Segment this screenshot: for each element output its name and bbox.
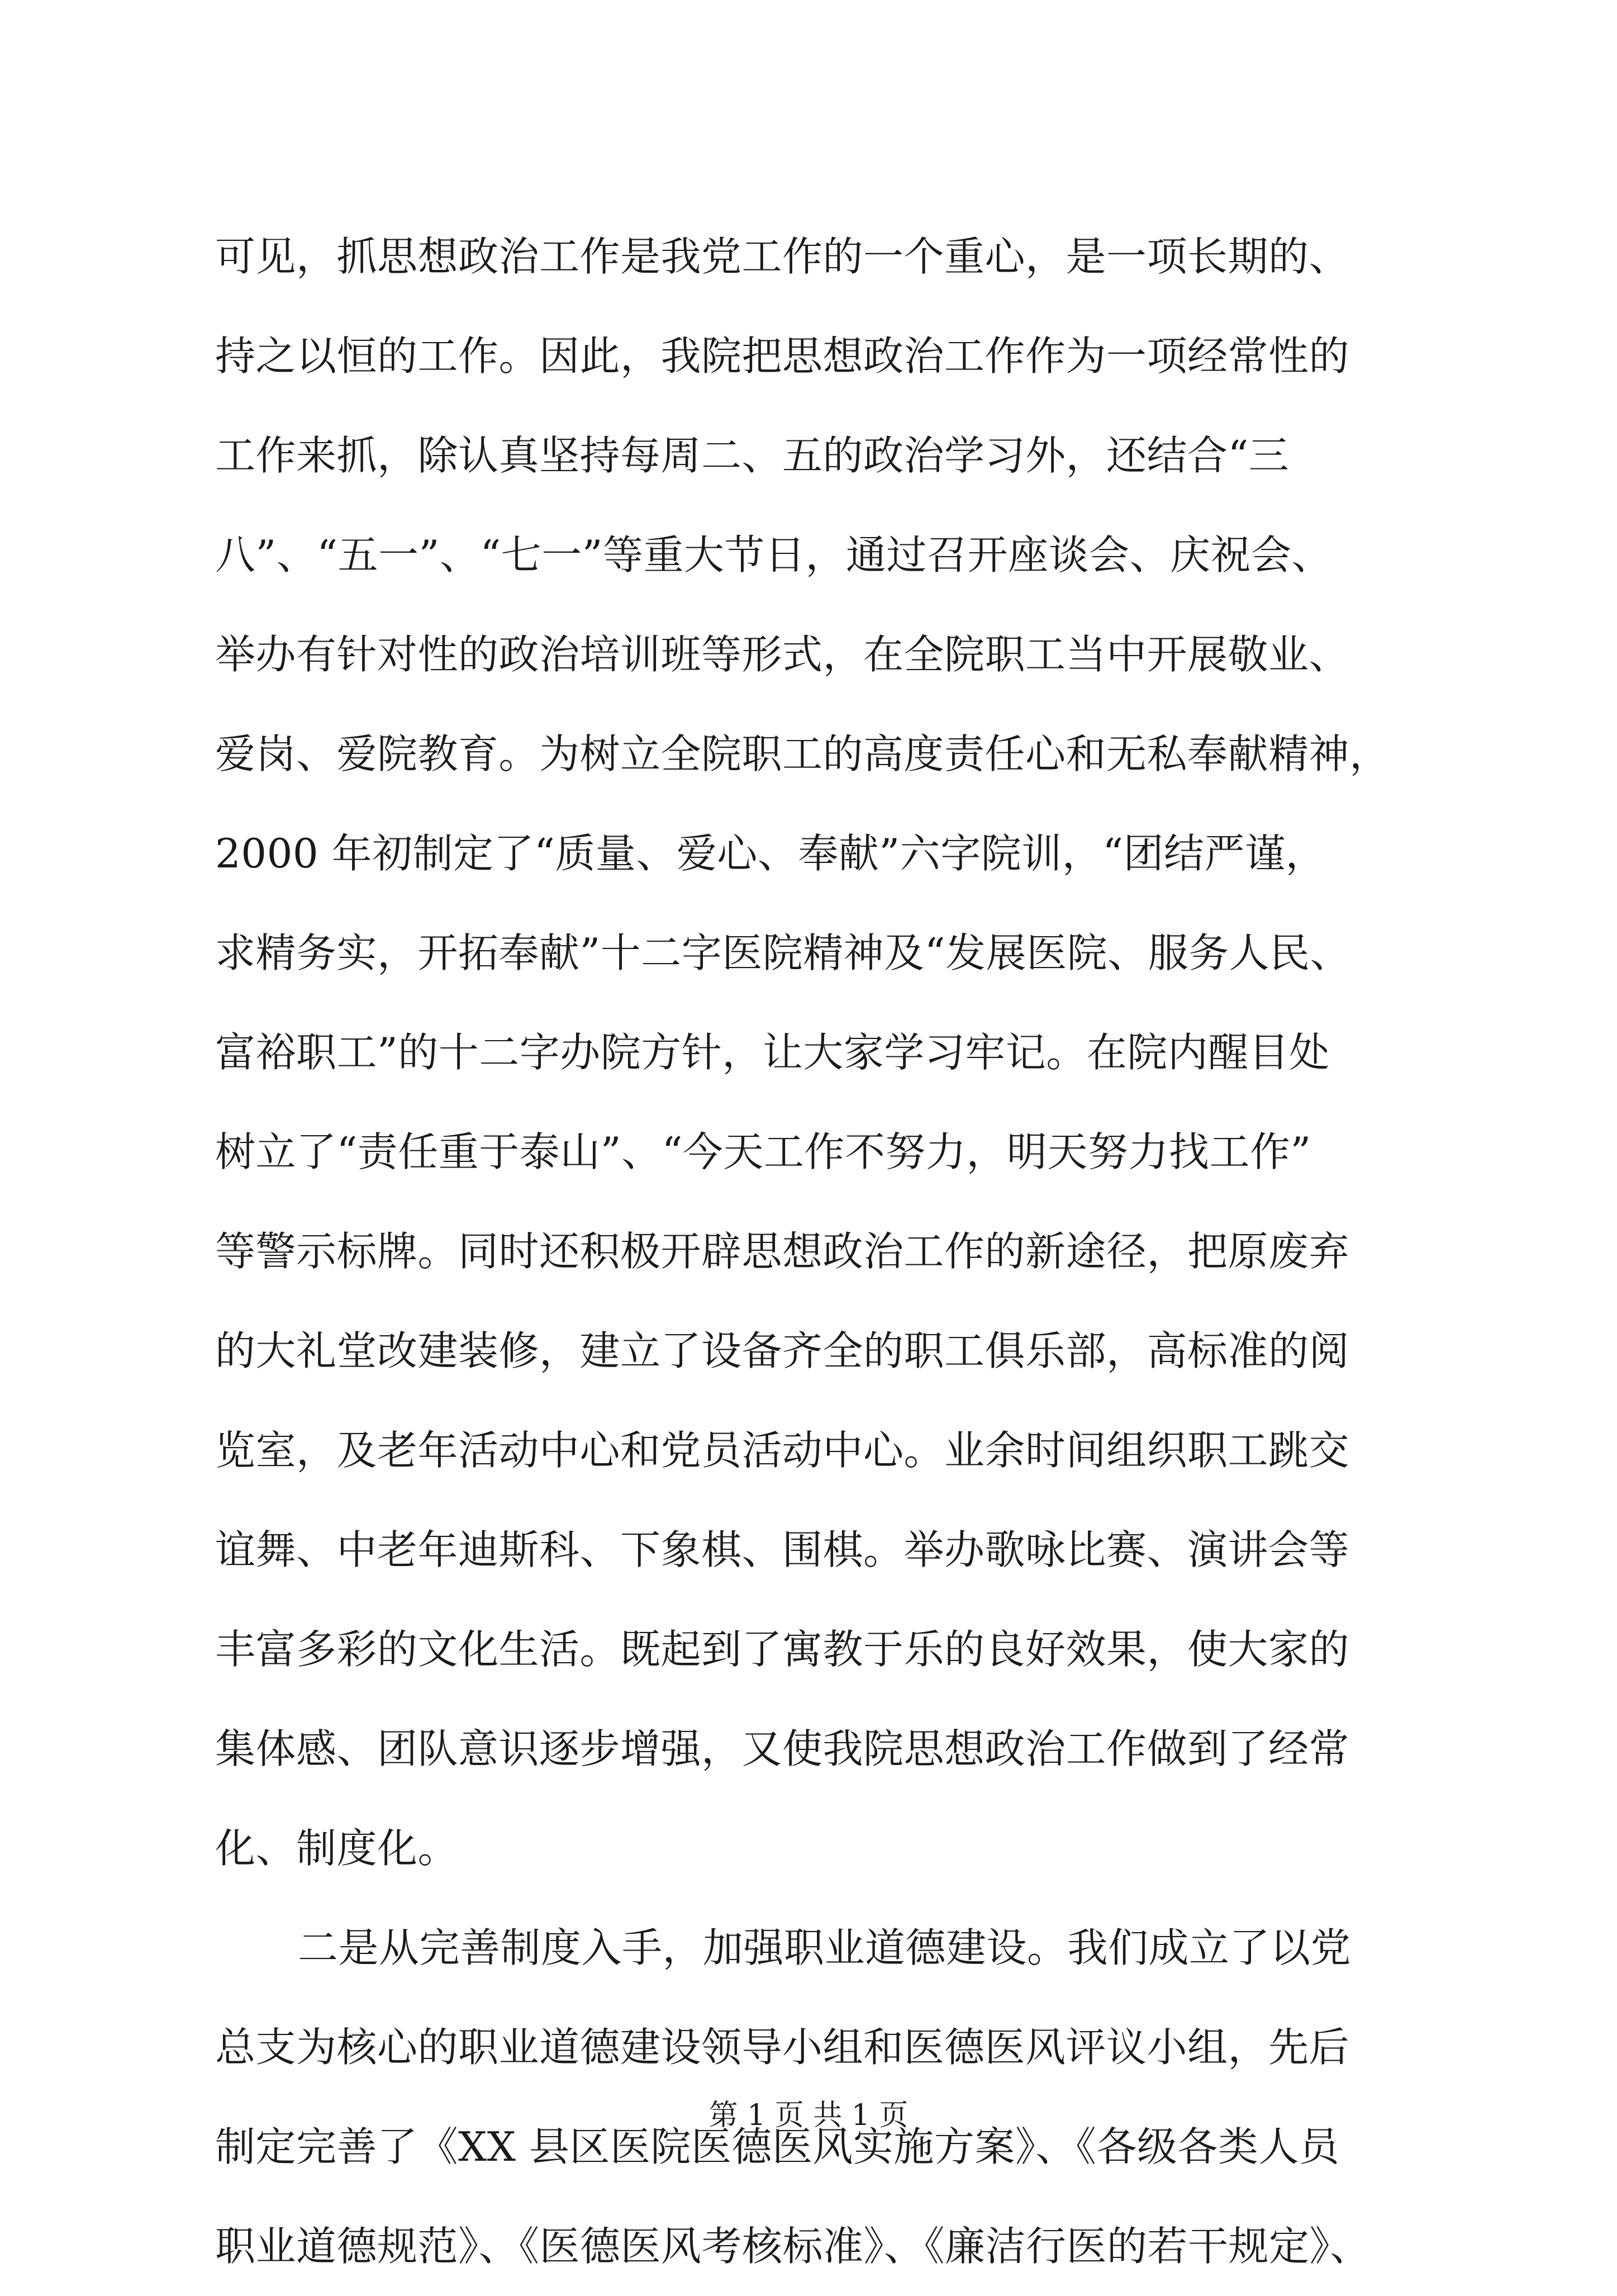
text-line: 集体感、团队意识逐步增强，又使我院思想政治工作做到了经常	[215, 1725, 1350, 1772]
text-line: 富裕职工”的十二字办院方针，让大家学习牢记。在院内醒目处	[215, 1029, 1330, 1076]
text-line: 览室，及老年活动中心和党员活动中心。业余时间组织职工跳交	[215, 1427, 1350, 1474]
text-line: 的大礼堂改建装修，建立了设备齐全的职工俱乐部，高标准的阅	[215, 1327, 1350, 1374]
page-number-label: 第 1 页 共 1 页	[708, 2099, 909, 2132]
text-line: 可见，抓思想政治工作是我党工作的一个重心，是一项长期的、	[215, 233, 1350, 280]
text-line: 制定完善了《XX 县区医院医德医风实施方案》、《各级各类人员	[215, 2123, 1340, 2170]
text-line: 丰富多彩的文化生活。既起到了寓教于乐的良好效果，使大家的	[215, 1626, 1350, 1673]
text-line: 工作来抓，除认真坚持每周二、五的政治学习外，还结合“三	[215, 432, 1290, 479]
text-line: 八”、“五一”、“七一”等重大节日，通过召开座谈会、庆祝会、	[215, 532, 1333, 578]
text-line: 2000 年初制定了“质量、爱心、奉献”六字院训，“团结严谨，	[215, 830, 1326, 877]
paragraph-start-line: 二是从完善制度入手，加强职业道德建设。我们成立了以党	[298, 1924, 1352, 1971]
page-footer	[0, 2093, 1617, 2138]
text-line: 总支为核心的职业道德建设领导小组和医德医风评议小组，先后	[215, 2024, 1350, 2071]
text-line: 爱岗、爱院教育。为树立全院职工的高度责任心和无私奉献精神，	[215, 730, 1390, 777]
text-line: 求精务实，开拓奉献”十二字医院精神及“发展医院、服务人民、	[215, 929, 1351, 976]
text-line: 举办有针对性的政治培训班等形式，在全院职工当中开展敬业、	[215, 631, 1350, 678]
text-line: 化、制度化。	[215, 1825, 459, 1872]
body-text	[215, 207, 1472, 2296]
text-line: 谊舞、中老年迪斯科、下象棋、围棋。举办歌咏比赛、演讲会等	[215, 1526, 1350, 1573]
text-line: 职业道德规范》、《医德医风考核标准》、《廉洁行医的若干规定》、	[215, 2223, 1371, 2270]
text-line: 等警示标牌。同时还积极开辟思想政治工作的新途径，把原废弃	[215, 1228, 1350, 1275]
text-line: 树立了“责任重于泰山”、“今天工作不努力，明天努力找工作”	[215, 1128, 1311, 1175]
text-line: 持之以恒的工作。因此，我院把思想政治工作作为一项经常性的	[215, 333, 1350, 379]
